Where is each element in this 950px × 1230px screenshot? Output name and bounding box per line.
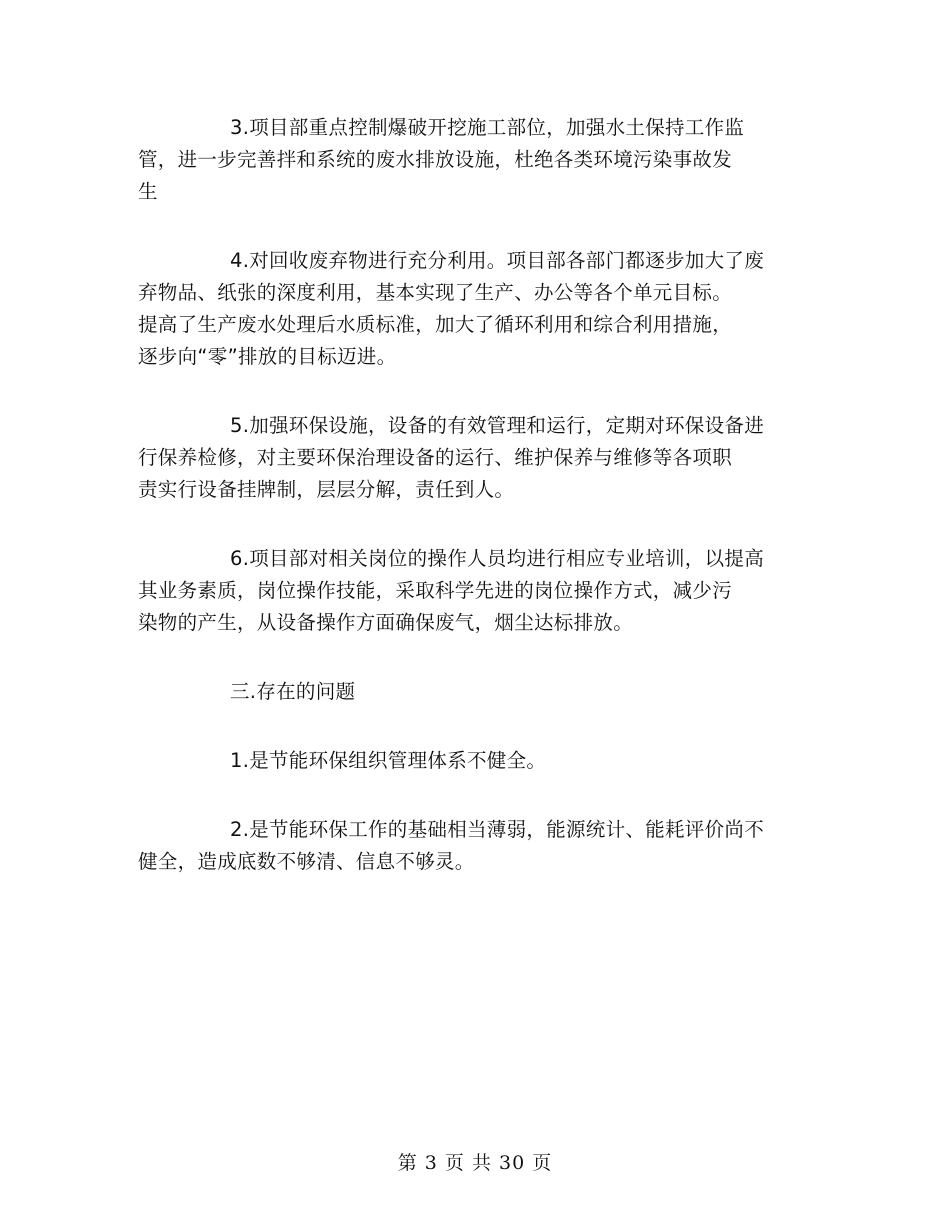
paragraph-item-5 [138,410,778,506]
text-line: 染物的产生，从设备操作方面确保废气，烟尘达标排放。 [138,611,634,634]
text-line: 生 [138,180,158,203]
text-line: 2.是节能环保工作的基础相当薄弱，能源统计、能耗评价尚不 [230,818,765,841]
paragraph-problem-1 [138,745,778,777]
paragraph-problem-2 [138,814,778,878]
text-line: 逐步向“零”排放的目标迈进。 [138,345,397,368]
text-line: 责实行设备挂牌制，层层分解，责任到人。 [138,478,515,501]
paragraph-item-6 [138,543,778,639]
page-number-label: 第 3 页 共 30 页 [397,1152,553,1174]
text-line: 行保养检修，对主要环保治理设备的运行、维护保养与维修等各项职 [138,446,733,469]
page-footer [0,1148,950,1178]
paragraph-item-4 [138,245,778,373]
document-body [138,112,778,878]
text-line: 1.是节能环保组织管理体系不健全。 [230,749,547,772]
text-line: 6.项目部对相关岗位的操作人员均进行相应专业培训，以提高 [230,547,765,570]
section-heading-problems [138,676,778,708]
text-line: 3.项目部重点控制爆破开挖施工部位，加强水土保持工作监 [230,116,745,139]
text-line: 健全，造成底数不够清、信息不够灵。 [138,850,475,873]
text-line: 管，进一步完善拌和系统的废水排放设施，杜绝各类环境污染事故发 [138,148,733,171]
section-heading: 三.存在的问题 [230,680,356,703]
text-line: 其业务素质，岗位操作技能，采取科学先进的岗位操作方式，减少污 [138,579,733,602]
paragraph-item-3 [138,112,778,208]
text-line: 提高了生产废水处理后水质标准，加大了循环利用和综合利用措施， [138,313,733,336]
text-line: 4.对回收废弃物进行充分利用。项目部各部门都逐步加大了废 [230,249,765,272]
text-line: 弃物品、纸张的深度利用，基本实现了生产、办公等各个单元目标。 [138,281,733,304]
text-line: 5.加强环保设施，设备的有效管理和运行，定期对环保设备进 [230,414,765,437]
